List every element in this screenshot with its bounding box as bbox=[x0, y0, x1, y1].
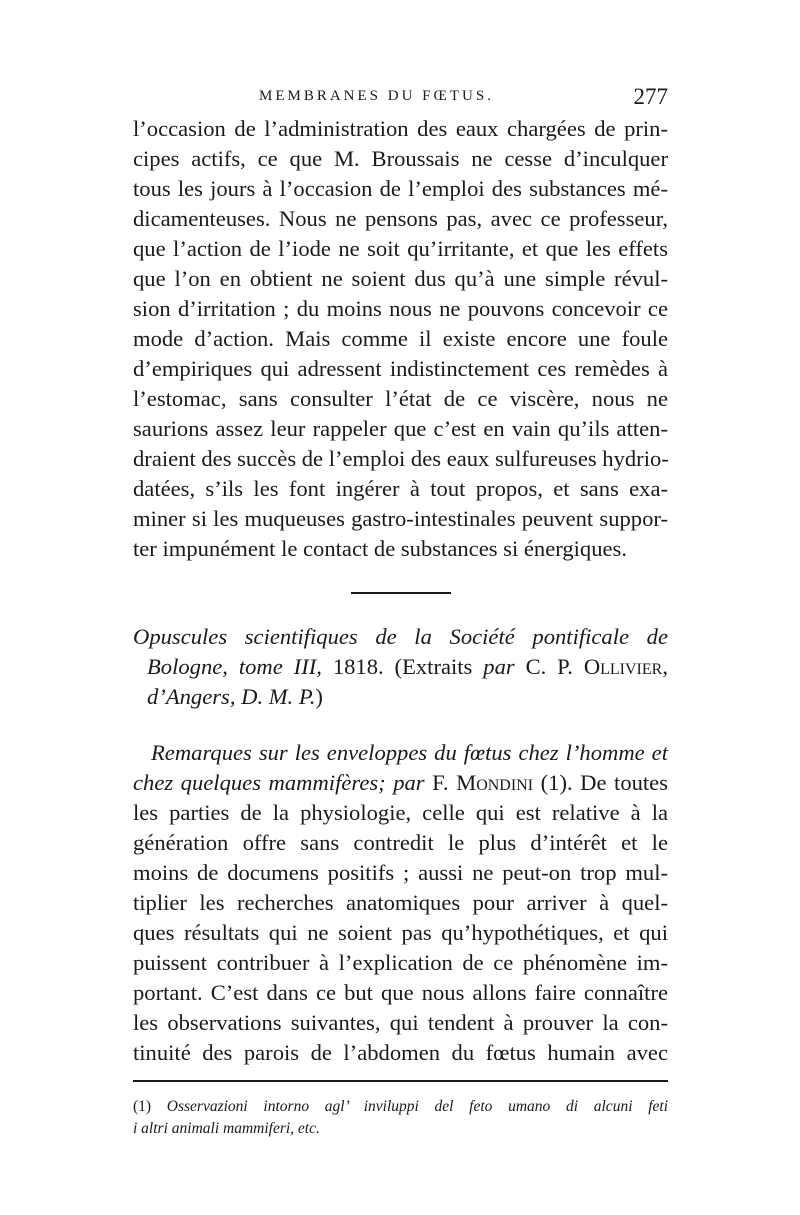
citation-close-paren: ) bbox=[315, 684, 323, 709]
text-line: les parties de la physiologie, celle qui est relative à la bbox=[133, 800, 668, 825]
article-title-cont: chez quelques mammifères; par bbox=[133, 770, 425, 795]
citation-author: Ollivier bbox=[583, 654, 663, 679]
citation-line-1 bbox=[133, 622, 668, 652]
footnote-line-2: i altri animali mammiferi, etc. bbox=[133, 1120, 320, 1137]
footnote bbox=[133, 1096, 668, 1140]
text-line: miner si les muqueuses gastro-intestinales peuvent suppor- bbox=[133, 506, 668, 531]
paragraph-iodine bbox=[133, 114, 668, 564]
paragraph-mondini bbox=[133, 738, 668, 1068]
footnote-text: Osservazioni intorno agl’ inviluppi del feto umano di alcuni feti bbox=[166, 1098, 668, 1115]
citation-volume: Bologne, tome III, bbox=[147, 654, 322, 679]
text-line: l’occasion de l’administration des eaux chargées de prin- bbox=[133, 116, 668, 141]
text-line: d’empiriques qui adressent indistinctement ces remèdes à bbox=[133, 356, 668, 381]
running-head bbox=[133, 84, 668, 114]
text-line: datées, s’ils les font ingérer à tout propos, et sans exa- bbox=[133, 476, 668, 501]
text-line: puissent contribuer à l’explication de ce phénomène im- bbox=[133, 950, 668, 975]
citation-year: 1818. (Extraits bbox=[321, 654, 484, 679]
text-line: tous les jours à l’occasion de l’emploi des substances mé- bbox=[133, 176, 668, 201]
text-line: l’estomac, sans consulter l’état de ce viscère, nous ne bbox=[133, 386, 668, 411]
text-line bbox=[133, 768, 668, 798]
book-page bbox=[133, 84, 669, 1140]
citation-line-3 bbox=[133, 682, 668, 712]
footnote-marker: (1) bbox=[133, 1098, 152, 1115]
text-line: moins de documens positifs ; aussi ne peut-on trop mul- bbox=[133, 860, 668, 885]
text-line: les observations suivantes, qui tendent à prouver la con- bbox=[133, 1010, 668, 1035]
text-line: ter impunément le contact de substances si énergiques. bbox=[133, 536, 627, 561]
citation-author-origin: d’Angers, D. M. P. bbox=[147, 684, 316, 709]
article-initial: F. bbox=[424, 770, 457, 795]
text-line: portant. C’est dans ce but que nous allons faire connaître bbox=[133, 980, 668, 1005]
article-text-start: (1). De toutes bbox=[533, 770, 669, 795]
citation-line-2 bbox=[133, 652, 668, 682]
footnote-line-1 bbox=[133, 1096, 668, 1118]
text-line: ques résultats qui ne soient pas qu’hypothétiques, et qui bbox=[133, 920, 668, 945]
text-line: draient des succès de l’emploi des eaux sulfureuses hydrio- bbox=[133, 446, 669, 471]
running-title: MEMBRANES DU FŒTUS. bbox=[259, 88, 494, 104]
text-line bbox=[133, 738, 668, 768]
text-line: que l’on en obtient ne soient dus qu’à une simple révul- bbox=[133, 266, 668, 291]
citation-initials: C. P. bbox=[514, 654, 584, 679]
citation-comma: , bbox=[662, 654, 668, 679]
page-number: 277 bbox=[633, 84, 668, 109]
text-line: saurions assez leur rappeler que c’est en vain qu’ils atten- bbox=[133, 416, 668, 441]
section-divider bbox=[351, 592, 451, 594]
text-line: génération offre sans contredit le plus d’intérêt et le bbox=[133, 830, 668, 855]
citation-title: Opuscules scientifiques de la Société pontificale de bbox=[133, 624, 668, 649]
text-line: cipes actifs, ce que M. Broussais ne cesse d’inculquer bbox=[133, 146, 668, 171]
citation-par: par bbox=[483, 654, 515, 679]
text-line: que l’action de l’iode ne soit qu’irritante, et que les effets bbox=[133, 236, 668, 261]
text-line: dicamenteuses. Nous ne pensons pas, avec ce professeur, bbox=[133, 206, 668, 231]
text-line: tinuité des parois de l’abdomen du fœtus humain avec bbox=[133, 1040, 668, 1065]
article-title: Remarques sur les enveloppes du fœtus chez l’homme et bbox=[151, 740, 668, 765]
text-line: tiplier les recherches anatomiques pour arriver à quel- bbox=[133, 890, 668, 915]
text-line: mode d’action. Mais comme il existe encore une foule bbox=[133, 326, 668, 351]
citation-heading bbox=[133, 622, 668, 712]
text-line: sion d’irritation ; du moins nous ne pouvons concevoir ce bbox=[133, 296, 668, 321]
footnote-rule bbox=[133, 1080, 668, 1082]
article-author: Mondini bbox=[456, 770, 534, 795]
